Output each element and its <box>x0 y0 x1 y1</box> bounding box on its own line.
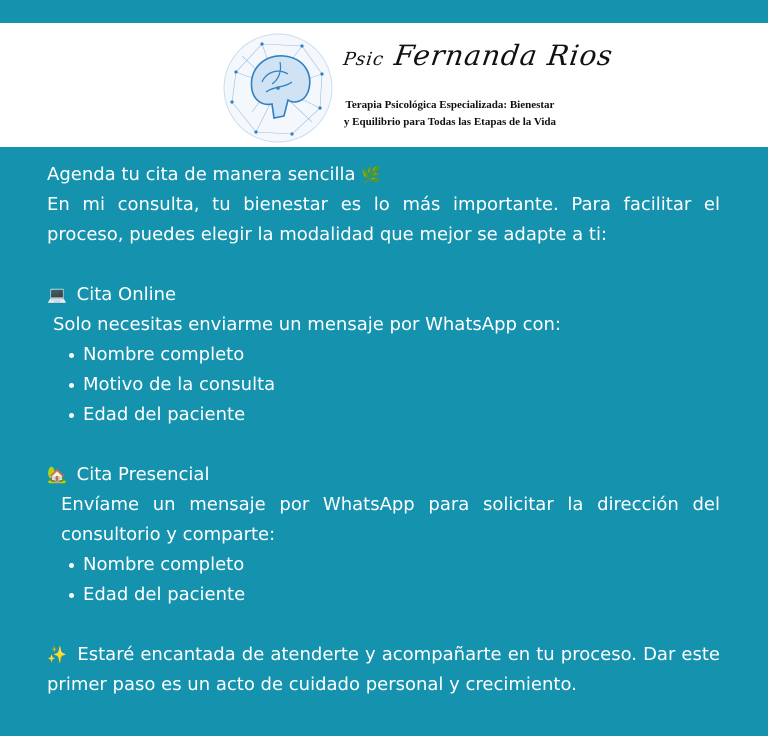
closing-line <box>47 640 720 700</box>
laptop-icon: 💻 <box>47 285 67 304</box>
header-banner <box>0 23 768 147</box>
online-text: Solo necesitas enviarme un mensaje por WhatsApp con: <box>53 314 562 335</box>
list-item: Nombre completo <box>83 550 720 580</box>
online-heading: Cita Online <box>76 284 177 305</box>
top-strip <box>0 0 768 23</box>
online-list <box>47 340 720 430</box>
presencial-heading: Cita Presencial <box>76 464 210 485</box>
signature-prefix: Psic <box>341 49 386 70</box>
list-item: Nombre completo <box>83 340 720 370</box>
main-content <box>47 160 720 700</box>
intro-text: En mi consulta, tu bienestar es lo más importante. Para facilitar el proceso, puedes elegir la modalidad que mejor se adapte a ti: <box>47 194 720 245</box>
list-item: Edad del paciente <box>83 400 720 430</box>
list-item: Edad del paciente <box>83 580 720 610</box>
intro-title: Agenda tu cita de manera sencilla <box>47 164 356 185</box>
closing-text: Estaré encantada de atenderte y acompañarte en tu proceso. Dar este primer paso es un acto de cuidado personal y crecimiento. <box>47 644 721 695</box>
brain-network-icon <box>222 32 334 144</box>
sparkles-icon: ✨ <box>47 645 68 664</box>
presencial-text: Envíame un mensaje por WhatsApp para solicitar la dirección del consultorio y comparte: <box>61 494 720 545</box>
signature-name: Fernanda Rios <box>392 39 616 72</box>
leaf-icon: 🌿 <box>361 165 382 184</box>
list-item: Motivo de la consulta <box>83 370 720 400</box>
house-icon: 🏡 <box>47 465 67 484</box>
presencial-list <box>47 550 720 610</box>
presencial-heading-line <box>47 460 720 490</box>
signature <box>342 39 616 72</box>
online-heading-line <box>47 280 720 310</box>
intro-title-line <box>47 160 720 190</box>
tagline: Terapia Psicológica Especializada: Bienestar y Equilibrio para Todas las Etapas de la Vida <box>343 99 557 128</box>
